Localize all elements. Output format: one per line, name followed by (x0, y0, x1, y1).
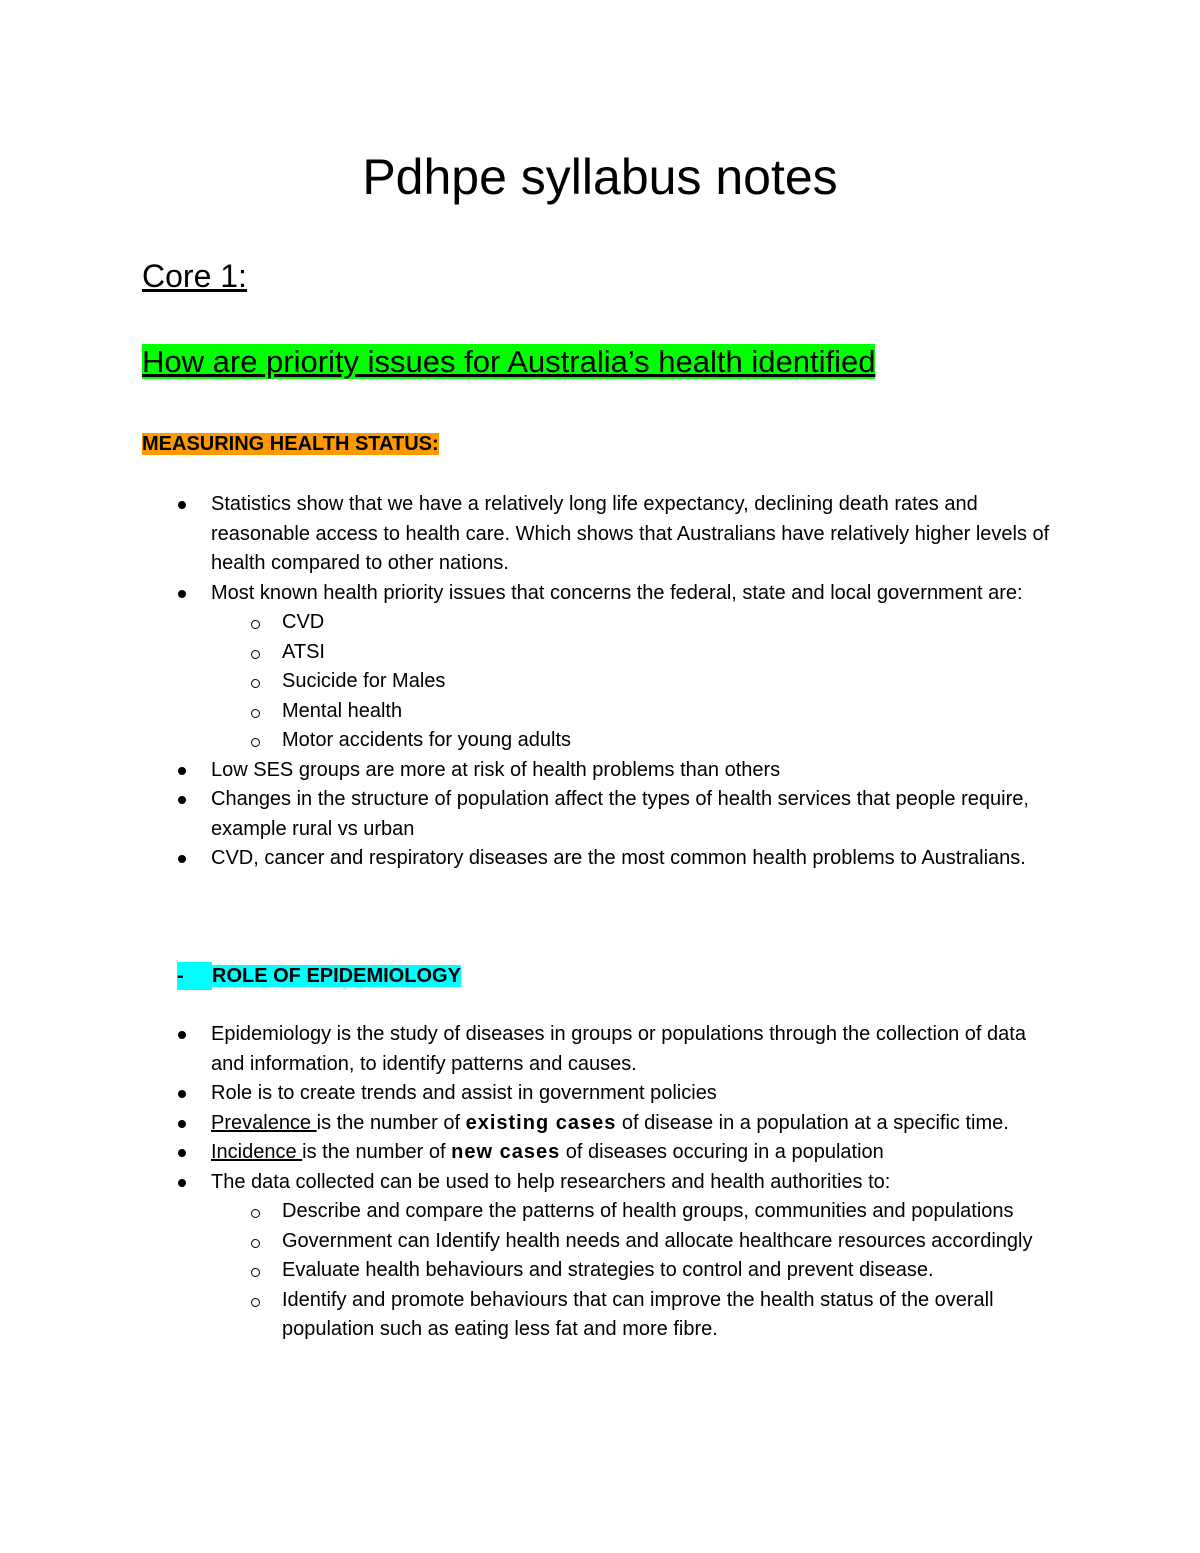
sub-list-item: Describe and compare the patterns of health groups, communities and populations (211, 1197, 1060, 1227)
list-item: The data collected can be used to help researchers and health authorities to: Describe and compare the patterns of health groups, communities and populations Government can Identify health needs and allocate healthcare resources accordingly Evaluate health behaviours and strategies to control and prevent disease. Identify and promote behaviours that can improve the health status of the overall population such as eating less fat and more fibre. (0, 1168, 1200, 1345)
list-item: Changes in the structure of population affect the types of health services that people require, example rural vs urban (0, 785, 1200, 844)
heading-dash: - (177, 962, 212, 990)
sub-list-item: Mental health (211, 697, 1060, 727)
list-item: Most known health priority issues that concerns the federal, state and local government are: CVD ATSI Sucicide for Males Mental health Motor accidents for young adults (0, 579, 1200, 756)
list-item: Low SES groups are more at risk of health problems than others (0, 756, 1200, 786)
measuring-list (0, 490, 1200, 874)
list-item: Statistics show that we have a relatively long life expectancy, declining death rates and reasonable access to health care. Which shows that Australians have relatively higher levels of health compared to other nations. (0, 490, 1200, 579)
sub-list-item: Motor accidents for young adults (211, 726, 1060, 756)
prevalence-term: Prevalence (211, 1111, 317, 1134)
sub-list-item: Identify and promote behaviours that can improve the health status of the overall population such as eating less fat and more fibre. (211, 1286, 1060, 1345)
list-item: Role is to create trends and assist in government policies (0, 1079, 1200, 1109)
sub-list-item: Government can Identify health needs and allocate healthcare resources accordingly (211, 1227, 1060, 1257)
core-heading: Core 1: (142, 258, 247, 294)
list-item-prevalence: Prevalence is the number of existing cases of disease in a population at a specific time. (0, 1109, 1200, 1139)
data-uses-sublist (211, 1197, 1060, 1345)
sub-list-item: CVD (211, 608, 1060, 638)
sub-list-item: Evaluate health behaviours and strategies to control and prevent disease. (211, 1256, 1060, 1286)
list-item-incidence: Incidence is the number of new cases of diseases occuring in a population (0, 1138, 1200, 1168)
question-heading (142, 343, 875, 381)
section-heading-measuring: MEASURING HEALTH STATUS: (142, 433, 439, 455)
sub-list-item: Sucicide for Males (211, 667, 1060, 697)
list-item: CVD, cancer and respiratory diseases are the most common health problems to Australians. (0, 844, 1200, 874)
question-text: How are priority issues for Australia’s health identified (142, 344, 876, 379)
section-heading-epidemiology: - ROLE OF EPIDEMIOLOGY (177, 962, 461, 990)
priority-issues-sublist (211, 608, 1060, 756)
document-title: Pdhpe syllabus notes (362, 149, 838, 205)
sub-list-item: ATSI (211, 638, 1060, 668)
incidence-term: Incidence (211, 1141, 303, 1163)
epidemiology-list (0, 1020, 1200, 1345)
list-item: Epidemiology is the study of diseases in groups or populations through the collection of data and information, to identify patterns and causes. (0, 1020, 1200, 1079)
